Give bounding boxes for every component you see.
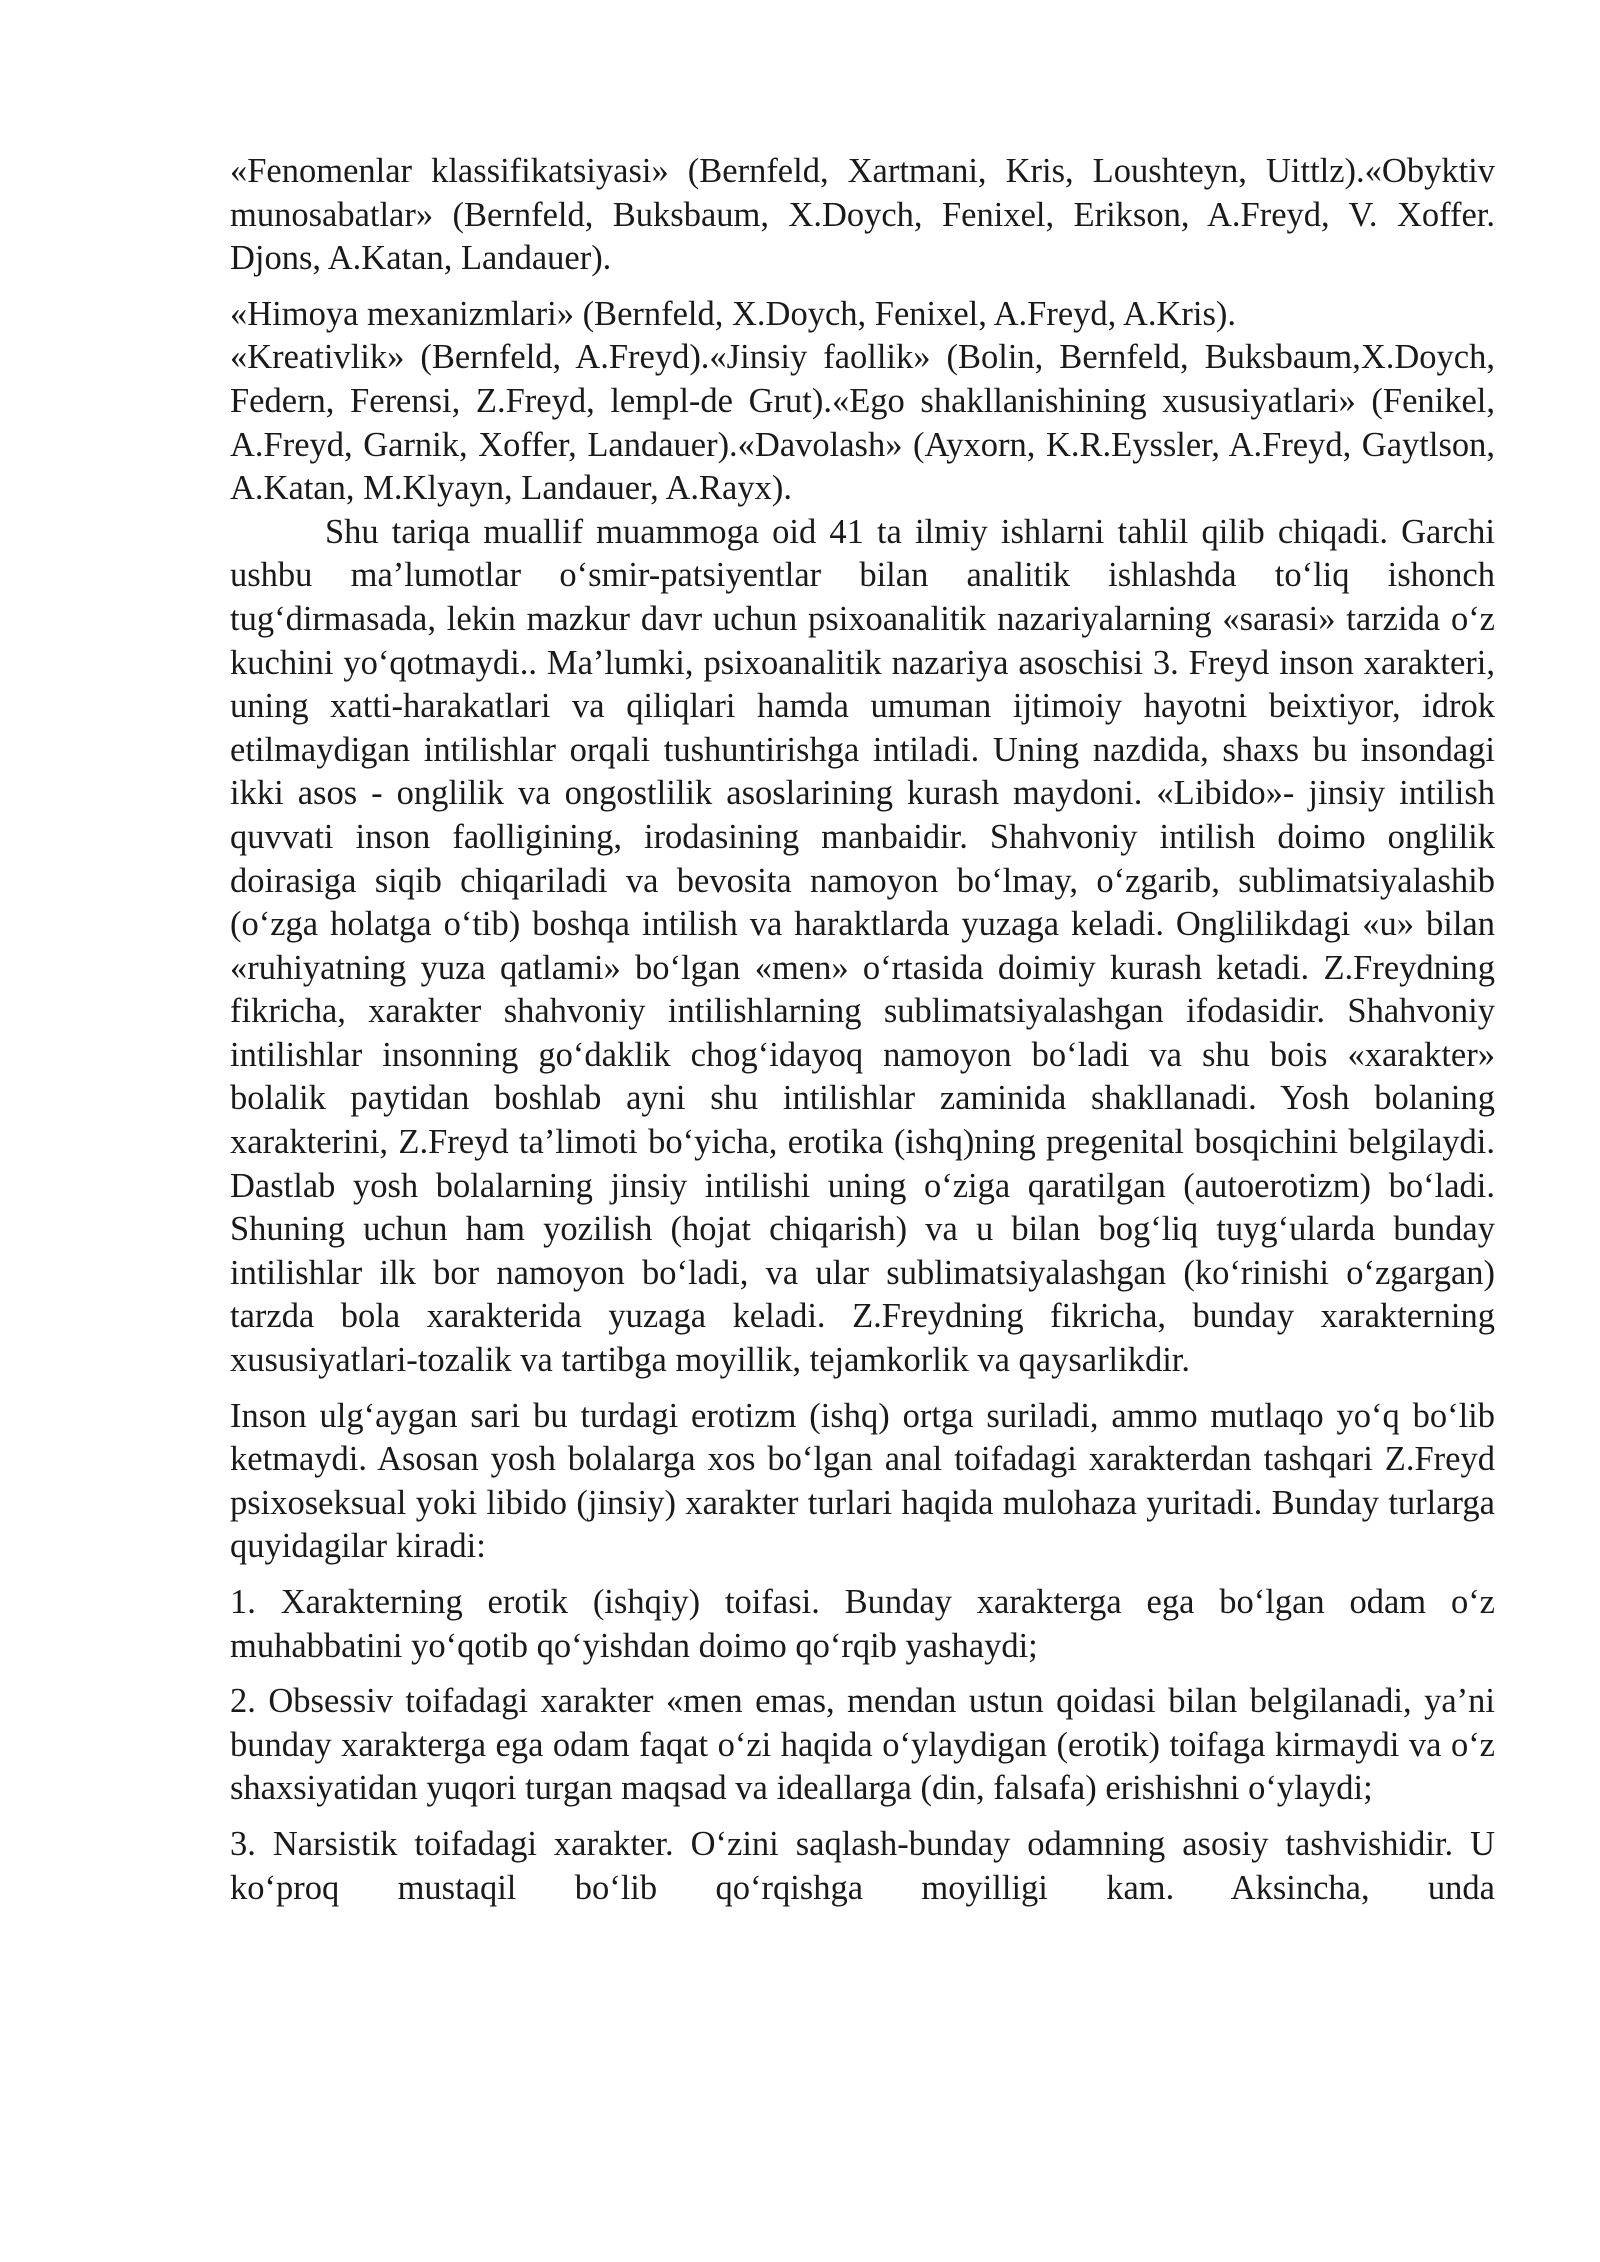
list-item-obsessive: 2. Obsessiv toifadagi xarakter «men emas, mendan ustun qoidasi bilan belgilanadi, ya’ni bunday xarakterga ega odam faqat o‘zi haqida o‘ylaydigan (erotik) toifaga kirmaydi va o‘z shaxsiyatidan yuqori turgan maqsad va ideallarga (din, falsafa) erishishni o‘ylaydi; [230, 1682, 1495, 1808]
paragraph-defense: «Himoya mexanizmlari» (Bernfeld, X.Doych, Fenixel, A.Freyd, A.Kris). [230, 294, 1237, 333]
paragraph-freud-theory: Shu tariqa muallif muammoga oid 41 ta ilmiy ishlarni tahlil qilib chiqadi. Garchi ushbu ma’lumotlar o‘smir-patsiyentlar bilan analitik ishlashda to‘liq ishonch tug‘dirmasada, lekin mazkur davr uchun psixoanalitik nazariyalarning «sarasi» tarzida o‘z kuchini yo‘qotmaydi.. Ma’lumki, psixoanalitik nazariya asoschisi 3. Freyd inson xarakteri, uning xatti-harakatlari va qiliqlari hamda umuman ijtimoiy hayotni beixtiyor, idrok etilmaydigan intilishlar orqali tushuntirishga intiladi. Uning nazdida, shaxs bu insondagi ikki asos - onglilik va ongostlilik asoslarining kurash maydoni. «Libido»- jinsiy intilish quvvati inson faolligining, irodasining manbaidir. Shahvoniy intilish doimo onglilik doirasiga siqib chiqariladi va bevosita namoyon bo‘lmay, o‘zgarib, sublimatsiyalashib (o‘zga holatga o‘tib) boshqa intilish va haraktlarda yuzaga keladi. Onglilikdagi «u» bilan «ruhiyatning yuza qatlami» bo‘lgan «men» o‘rtasida doimiy kurash ketadi. Z.Freydning fikricha, xarakter shahvoniy intilishlarning sublimatsiyalashgan ifodasidir. Shahvoniy intilishlar insonning go‘daklik chog‘idayoq namoyon bo‘ladi va shu bois «xarakter» bolalik paytidan boshlab ayni shu intilishlar zaminida shakllanadi. Yosh bolaning xarakterini, Z.Freyd ta’limoti bo‘yicha, erotika (ishq)ning pregenital bosqichini belgilaydi. Dastlab yosh bolalarning jinsiy intilishi uning o‘ziga qaratilgan (autoerotizm) bo‘ladi. Shuning uchun ham yozilish (hojat chiqarish) va u bilan bog‘liq tuyg‘ularda bunday intilishlar ilk bor namoyon bo‘ladi, va ular sublimatsiyalashgan (ko‘rinishi o‘zgargan) tarzda bola xarakterida yuzaga keladi. Z.Freydning fikricha, bunday xarakterning xususiyatlari-tozalik va tartibga moyillik, tejamkorlik va qaysarlikdir. [230, 512, 1495, 1380]
document-page [230, 150, 1495, 1910]
list-item-erotic: 1. Xarakterning erotik (ishqiy) toifasi. Bunday xarakterga ega bo‘lgan odam o‘z muhabbatini yo‘qotib qo‘yishdan doimo qo‘rqib yashaydi; [230, 1583, 1495, 1665]
paragraph-phenomena: «Fenomenlar klassifikatsiyasi» (Bernfeld, Xartmani, Kris, Loushteyn, Uittlz).«Obyktiv munosabatlar» (Bernfeld, Buksbaum, X.Doych, Fenixel, Erikson, A.Freyd, V. Xoffer. Djons, A.Katan, Landauer). [230, 152, 1495, 278]
paragraph-creativity: «Kreativlik» (Bernfeld, A.Freyd).«Jinsiy faollik» (Bolin, Bernfeld, Buksbaum,X.Doych, Federn, Ferensi, Z.Freyd, lempl-de Grut).«Ego shakllanishining xususiyatlari» (Fenikel, A.Freyd, Garnik, Xoffer, Landauer).«Davolash» (Ayxorn, K.R.Eyssler, A.Freyd, Gaytlson, A.Katan, M.Klyayn, Landauer, A.Rayx). [230, 338, 1495, 508]
list-item-narcissistic: 3. Narsistik toifadagi xarakter. O‘zini saqlash-bunday odamning asosiy tashvishidir. U ko‘proq mustaqil bo‘lib qo‘rqishga moyilligi kam. Aksincha, unda [230, 1824, 1495, 1907]
paragraph-erotism: Inson ulg‘aygan sari bu turdagi erotizm (ishq) ortga suriladi, ammo mutlaqo yo‘q bo‘lib ketmaydi. Asosan yosh bolalarga xos bo‘lgan anal toifadagi xarakterdan tashqari Z.Freyd psixoseksual yoki libido (jinsiy) xarakter turlari haqida mulohaza yuritadi. Bunday turlarga quyidagilar kiradi: [230, 1396, 1495, 1566]
